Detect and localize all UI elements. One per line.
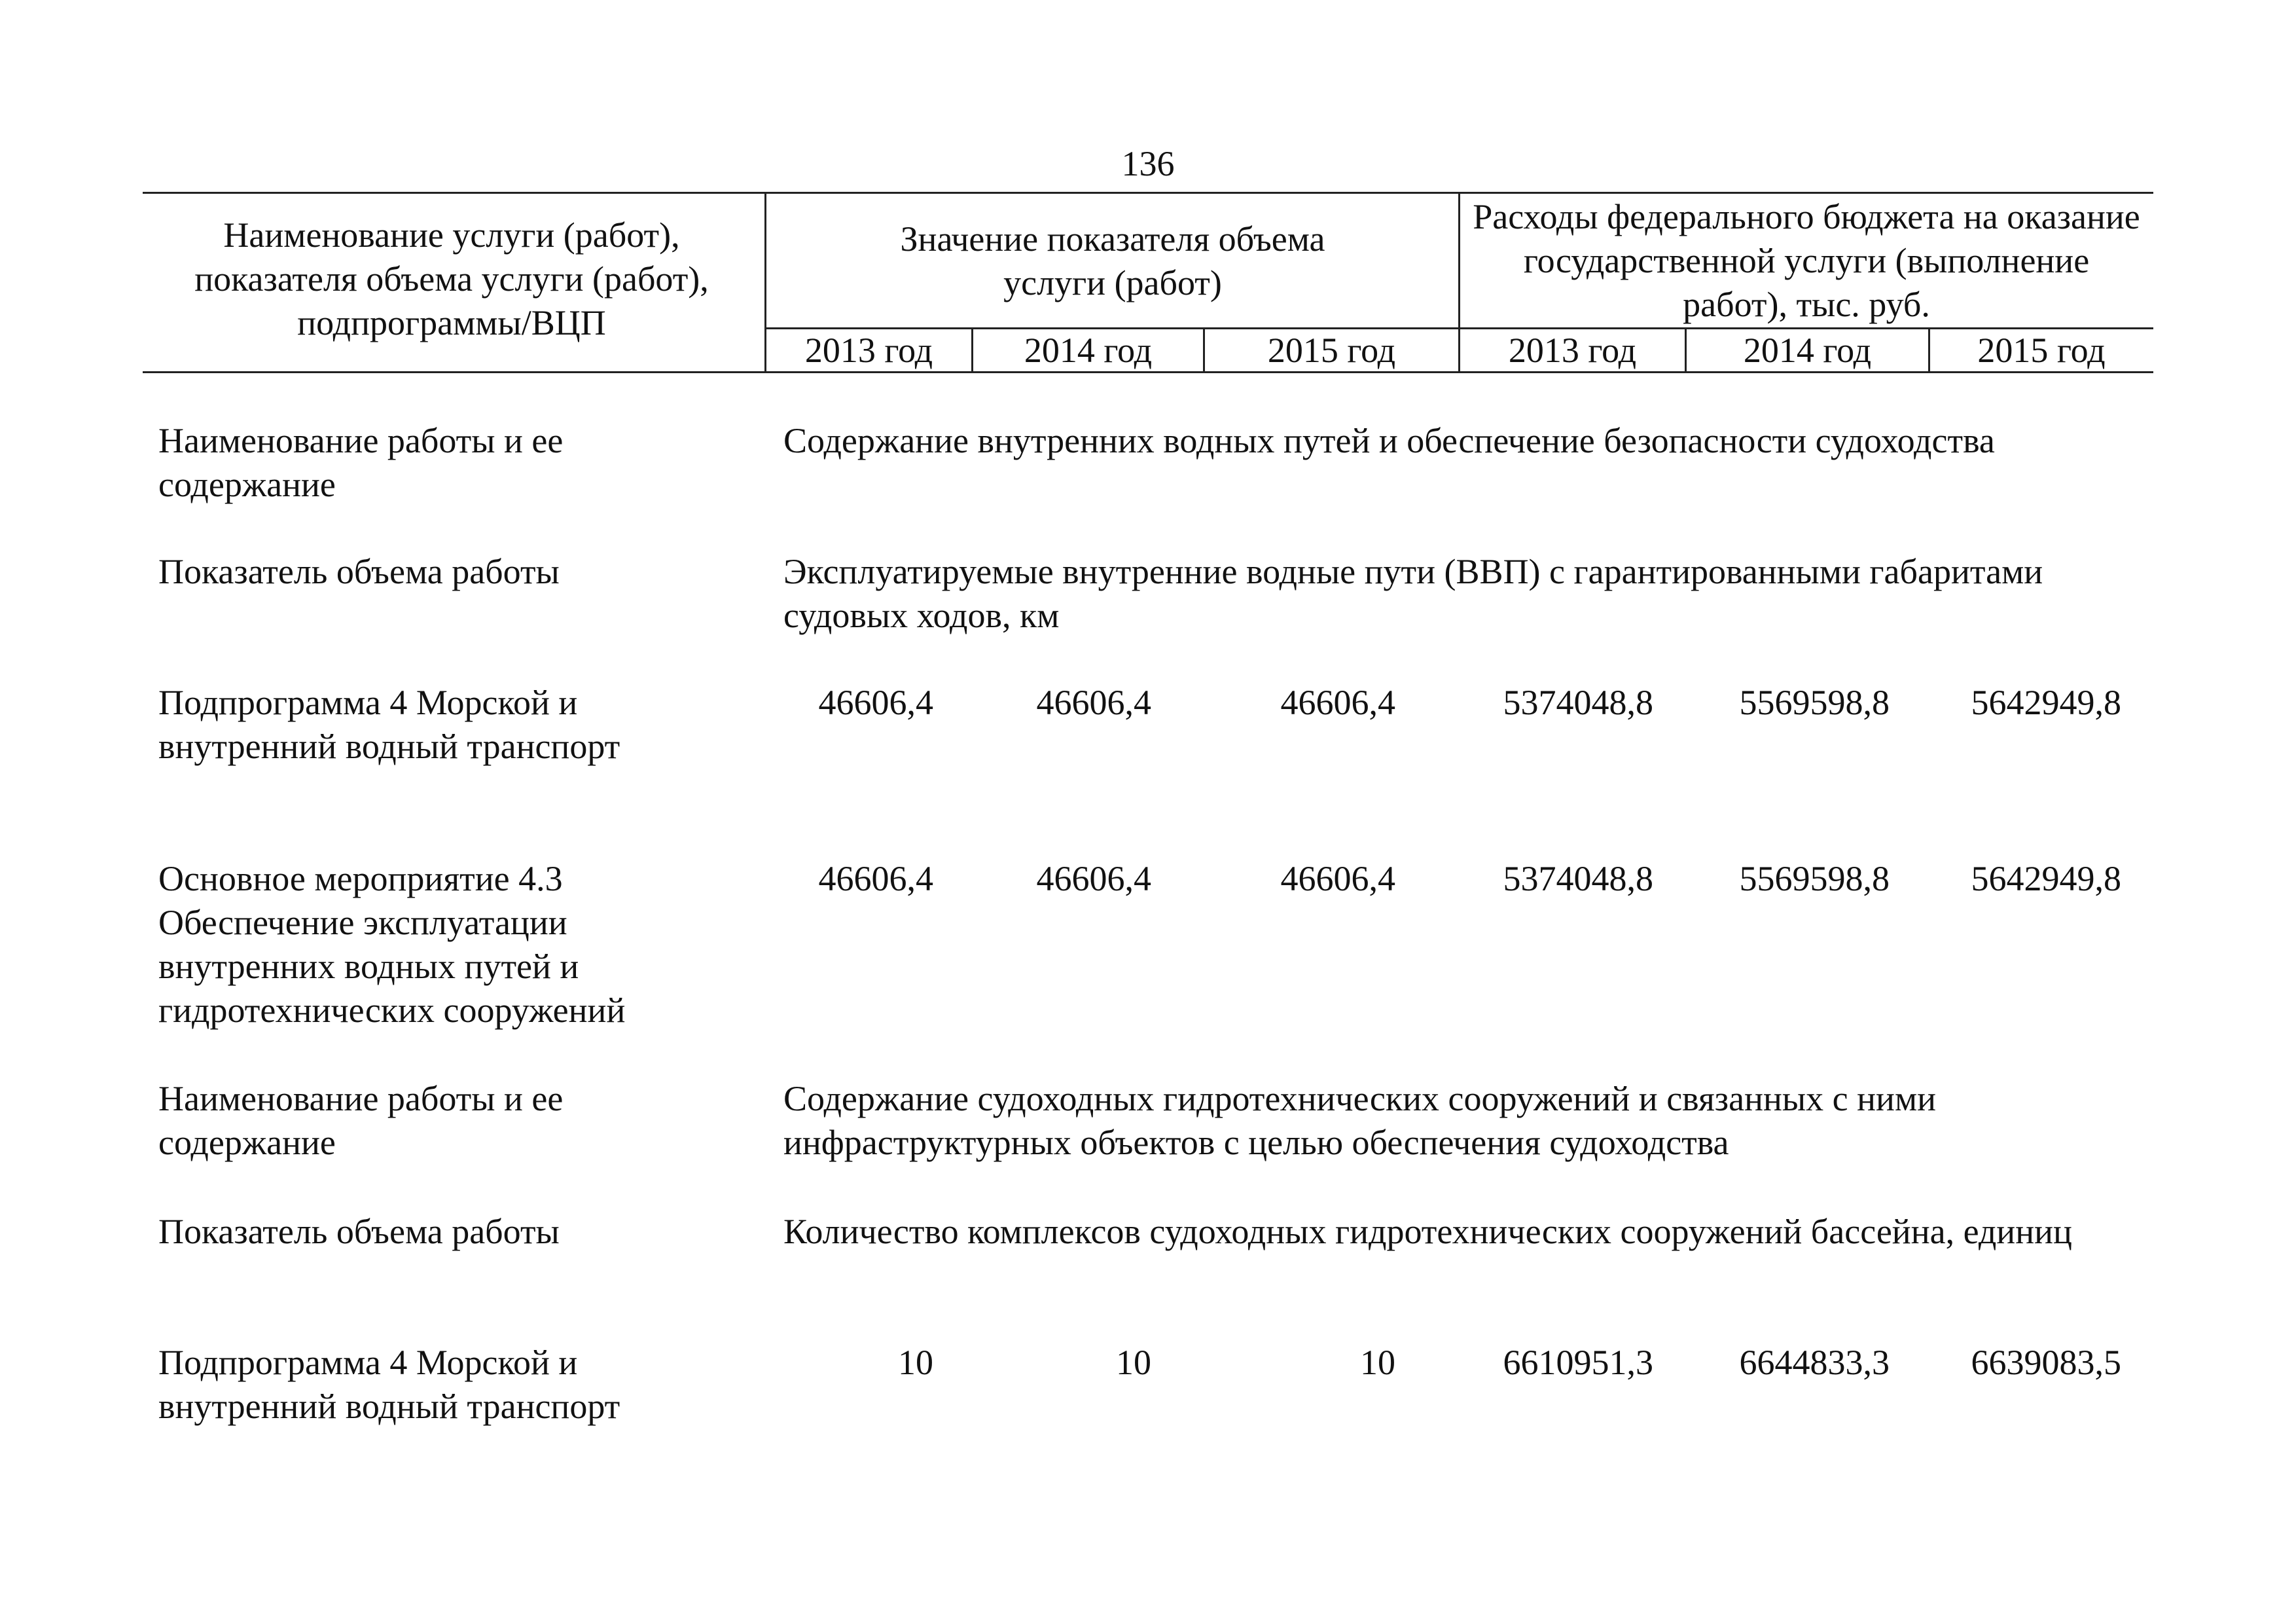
value-2014: 46606,4 [1036, 859, 1151, 898]
row-label: Наименование работы и ее содержание [158, 1079, 564, 1162]
value-2013: 46606,4 [818, 683, 933, 722]
expense-2013: 5374048,8 [1503, 683, 1653, 722]
row-description: Содержание судоходных гидротехнических сооружений и связанных с ними инфраструктурных объектов с целью обеспечения судоходства [783, 1079, 1937, 1162]
value-2013: 10 [898, 1343, 933, 1382]
expense-2013: 5374048,8 [1503, 859, 1653, 898]
row-description: Содержание внутренних водных путей и обеспечение безопасности судоходства [783, 421, 1995, 460]
header-name-column: Наименование услуги (работ), показателя объема услуги (работ), подпрограммы/ВЦП [194, 215, 709, 342]
row-label: Показатель объема работы [158, 1212, 560, 1251]
year-2015-value: 2015 год [1267, 331, 1396, 370]
row-label: Наименование работы и ее содержание [158, 421, 564, 504]
table-top-rule [143, 192, 2153, 194]
value-2013: 46606,4 [818, 859, 933, 898]
expense-2013: 6610951,3 [1503, 1343, 1653, 1382]
expense-2014: 5569598,8 [1739, 683, 1890, 722]
year-2014-expense: 2014 год [1743, 331, 1872, 370]
year-2013-expense: 2013 год [1508, 331, 1637, 370]
row-label: Подпрограмма 4 Морской и внутренний водный транспорт [158, 1343, 620, 1426]
row-description: Количество комплексов судоходных гидротехнических сооружений бассейна, единиц [783, 1212, 2072, 1251]
value-2014: 46606,4 [1036, 683, 1151, 722]
row-label: Показатель объема работы [158, 552, 560, 591]
value-2014: 10 [1116, 1343, 1151, 1382]
expense-2015: 5642949,8 [1971, 683, 2121, 722]
value-2015: 10 [1360, 1343, 1395, 1382]
row-description: Эксплуатируемые внутренние водные пути (ВВП) с гарантированными габаритами судовых ходов, км [783, 552, 2043, 635]
expense-2014: 5569598,8 [1739, 859, 1890, 898]
value-2015: 46606,4 [1280, 683, 1395, 722]
row-label: Подпрограмма 4 Морской и внутренний водный транспорт [158, 683, 620, 766]
header-value-column: Значение показателя объема услуги (работ) [900, 219, 1325, 302]
expense-2014: 6644833,3 [1739, 1343, 1890, 1382]
expense-2015: 6639083,5 [1971, 1343, 2121, 1382]
year-2013-value: 2013 год [804, 331, 933, 370]
year-2015-expense: 2015 год [1977, 331, 2106, 370]
year-2014-value: 2014 год [1024, 331, 1153, 370]
expense-2015: 5642949,8 [1971, 859, 2121, 898]
table-header-bottom-rule [143, 371, 2153, 373]
row-label: Основное мероприятие 4.3 Обеспечение эксплуатации внутренних водных путей и гидротехнических сооружений [158, 859, 626, 1030]
value-2015: 46606,4 [1280, 859, 1395, 898]
page-number: 136 [1121, 144, 1175, 183]
header-expense-column: Расходы федерального бюджета на оказание государственной услуги (выполнение работ), тыс. руб. [1473, 197, 2140, 324]
